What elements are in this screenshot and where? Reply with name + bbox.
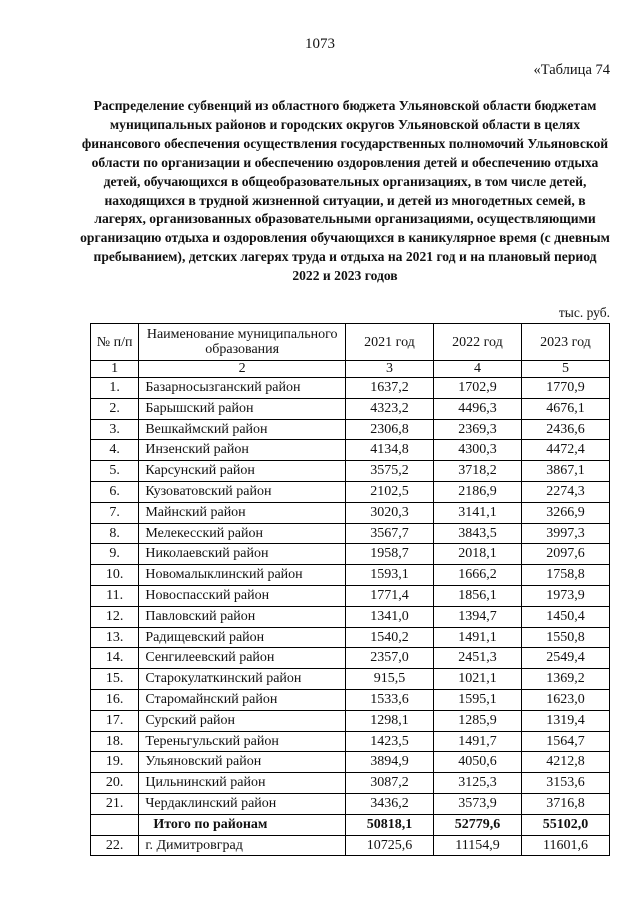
value-2023: 2097,6 (521, 544, 609, 565)
municipality-name: Цильнинский район (139, 773, 346, 794)
value-2022: 1285,9 (433, 710, 521, 731)
value-2021: 1533,6 (346, 689, 434, 710)
value-2023: 3266,9 (521, 502, 609, 523)
value-2023: 1319,4 (521, 710, 609, 731)
value-2023: 1758,8 (521, 565, 609, 586)
table-row (91, 565, 610, 586)
value-2023: 1973,9 (521, 585, 609, 606)
table-row (91, 419, 610, 440)
row-number: 20. (91, 773, 139, 794)
value-2022: 2018,1 (433, 544, 521, 565)
value-2023: 1369,2 (521, 669, 609, 690)
table-row (91, 523, 610, 544)
municipality-name: Базарносызганский район (139, 378, 346, 399)
value-2023: 2274,3 (521, 481, 609, 502)
row-number: 7. (91, 502, 139, 523)
row-number: 5. (91, 461, 139, 482)
value-2021: 4134,8 (346, 440, 434, 461)
value-2023: 55102,0 (521, 814, 609, 835)
value-2022: 1856,1 (433, 585, 521, 606)
value-2022: 2186,9 (433, 481, 521, 502)
header-num: № п/п (91, 324, 139, 361)
value-2021: 3567,7 (346, 523, 434, 544)
municipality-name: Майнский район (139, 502, 346, 523)
value-2023: 11601,6 (521, 835, 609, 856)
value-2021: 1423,5 (346, 731, 434, 752)
municipality-name: Мелекесский район (139, 523, 346, 544)
value-2022: 1666,2 (433, 565, 521, 586)
value-2022: 11154,9 (433, 835, 521, 856)
value-2021: 915,5 (346, 669, 434, 690)
municipality-name: Радищевский район (139, 627, 346, 648)
table-row (91, 544, 610, 565)
value-2021: 1540,2 (346, 627, 434, 648)
municipality-name: Павловский район (139, 606, 346, 627)
row-number: 13. (91, 627, 139, 648)
row-number (91, 814, 139, 835)
municipality-name: Николаевский район (139, 544, 346, 565)
document-title: Распределение субвенций из областного бюджета Ульяновской области бюджетам муниципальных районов и городских округов Ульяновской области в целях финансового обеспечения осуществления государственных полномочий Ульяновской области по организации и обеспечению оздоровления детей и обеспечению отдыха детей, обучающихся в общеобразовательных организациях, в том числе детей, находящихся в трудной жизненной ситуации, и детей из многодетных семей, в лагерях, организованных образовательными организациями, осуществляющими организацию отдыха и оздоровления обучающихся в каникулярное время (с дневным пребыванием), детских лагерях труда и отдыха на 2021 год и на плановый период 2022 и 2023 годов (80, 98, 610, 284)
value-2021: 1341,0 (346, 606, 434, 627)
value-2021: 4323,2 (346, 398, 434, 419)
value-2022: 52779,6 (433, 814, 521, 835)
table-row (91, 481, 610, 502)
value-2022: 1491,7 (433, 731, 521, 752)
table-row (91, 648, 610, 669)
value-2023: 1564,7 (521, 731, 609, 752)
table-row (91, 398, 610, 419)
table-row (91, 627, 610, 648)
value-2023: 3867,1 (521, 461, 609, 482)
table-row (91, 731, 610, 752)
value-2023: 1770,9 (521, 378, 609, 399)
value-2022: 4050,6 (433, 752, 521, 773)
value-2022: 4496,3 (433, 398, 521, 419)
municipality-name: Тереньгульский район (139, 731, 346, 752)
value-2022: 3718,2 (433, 461, 521, 482)
value-2021: 10725,6 (346, 835, 434, 856)
page-number: 1073 (305, 36, 335, 52)
value-2022: 1491,1 (433, 627, 521, 648)
value-2021: 3020,3 (346, 502, 434, 523)
row-number: 18. (91, 731, 139, 752)
table-row (91, 606, 610, 627)
table-row (91, 793, 610, 814)
value-2023: 4676,1 (521, 398, 609, 419)
value-2022: 2369,3 (433, 419, 521, 440)
value-2021: 2306,8 (346, 419, 434, 440)
value-2023: 2549,4 (521, 648, 609, 669)
value-2023: 3153,6 (521, 773, 609, 794)
value-2023: 1450,4 (521, 606, 609, 627)
row-number: 1. (91, 378, 139, 399)
row-number: 17. (91, 710, 139, 731)
value-2023: 2436,6 (521, 419, 609, 440)
row-number: 16. (91, 689, 139, 710)
municipality-name: Инзенский район (139, 440, 346, 461)
row-number: 2. (91, 398, 139, 419)
header-2022: 2022 год (433, 324, 521, 361)
municipality-name: Новомалыклинский район (139, 565, 346, 586)
column-number: 3 (346, 361, 434, 378)
value-2022: 3125,3 (433, 773, 521, 794)
municipality-name: Барышский район (139, 398, 346, 419)
table-row (91, 710, 610, 731)
municipality-name: Итого по районам (139, 814, 346, 835)
table-body (91, 378, 610, 856)
value-2021: 50818,1 (346, 814, 434, 835)
value-2023: 1550,8 (521, 627, 609, 648)
row-number: 3. (91, 419, 139, 440)
table-row (91, 752, 610, 773)
value-2023: 3997,3 (521, 523, 609, 544)
table-row (91, 440, 610, 461)
value-2021: 3894,9 (346, 752, 434, 773)
value-2023: 4212,8 (521, 752, 609, 773)
municipality-name: Кузоватовский район (139, 481, 346, 502)
value-2022: 1021,1 (433, 669, 521, 690)
value-2022: 3573,9 (433, 793, 521, 814)
value-2021: 1771,4 (346, 585, 434, 606)
table-row (91, 669, 610, 690)
table-row (91, 585, 610, 606)
total-row (91, 814, 610, 835)
column-number: 1 (91, 361, 139, 378)
row-number: 8. (91, 523, 139, 544)
value-2021: 2357,0 (346, 648, 434, 669)
row-number: 14. (91, 648, 139, 669)
subsidy-table (90, 323, 610, 856)
municipality-name: Сенгилеевский район (139, 648, 346, 669)
value-2021: 1637,2 (346, 378, 434, 399)
header-row (91, 324, 610, 361)
value-2022: 1595,1 (433, 689, 521, 710)
value-2022: 3843,5 (433, 523, 521, 544)
row-number: 21. (91, 793, 139, 814)
column-number: 2 (139, 361, 346, 378)
row-number: 22. (91, 835, 139, 856)
table-row (91, 835, 610, 856)
value-2021: 3436,2 (346, 793, 434, 814)
value-2021: 2102,5 (346, 481, 434, 502)
table-row (91, 461, 610, 482)
row-number: 6. (91, 481, 139, 502)
row-number: 10. (91, 565, 139, 586)
municipality-name: Чердаклинский район (139, 793, 346, 814)
table-row (91, 378, 610, 399)
municipality-name: Карсунский район (139, 461, 346, 482)
municipality-name: Вешкаймский район (139, 419, 346, 440)
value-2022: 1702,9 (433, 378, 521, 399)
value-2022: 4300,3 (433, 440, 521, 461)
column-number: 4 (433, 361, 521, 378)
municipality-name: г. Димитровград (139, 835, 346, 856)
row-number: 4. (91, 440, 139, 461)
value-2021: 3575,2 (346, 461, 434, 482)
row-number: 11. (91, 585, 139, 606)
column-number-row (91, 361, 610, 378)
value-2021: 1298,1 (346, 710, 434, 731)
value-2023: 3716,8 (521, 793, 609, 814)
value-2021: 3087,2 (346, 773, 434, 794)
value-2022: 1394,7 (433, 606, 521, 627)
column-number: 5 (521, 361, 609, 378)
table-row (91, 502, 610, 523)
municipality-name: Старомайнский район (139, 689, 346, 710)
municipality-name: Ульяновский район (139, 752, 346, 773)
municipality-name: Старокулаткинский район (139, 669, 346, 690)
value-2022: 2451,3 (433, 648, 521, 669)
value-2023: 1623,0 (521, 689, 609, 710)
row-number: 19. (91, 752, 139, 773)
municipality-name: Сурский район (139, 710, 346, 731)
value-2021: 1958,7 (346, 544, 434, 565)
row-number: 15. (91, 669, 139, 690)
value-2021: 1593,1 (346, 565, 434, 586)
header-2021: 2021 год (346, 324, 434, 361)
table-reference: «Таблица 74 (533, 62, 610, 78)
row-number: 9. (91, 544, 139, 565)
value-2022: 3141,1 (433, 502, 521, 523)
municipality-name: Новоспасский район (139, 585, 346, 606)
header-2023: 2023 год (521, 324, 609, 361)
value-2023: 4472,4 (521, 440, 609, 461)
table-row (91, 689, 610, 710)
table-row (91, 773, 610, 794)
row-number: 12. (91, 606, 139, 627)
header-name: Наименование муниципального образования (139, 324, 346, 361)
units-label: тыс. руб. (558, 305, 610, 320)
